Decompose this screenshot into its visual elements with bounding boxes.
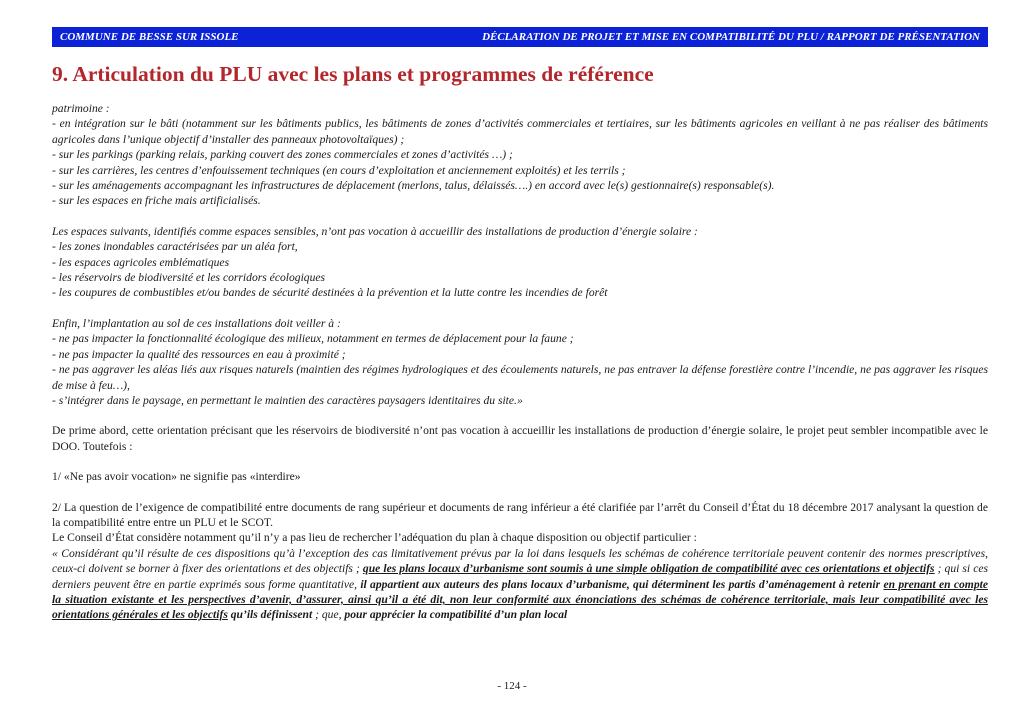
list-item: - les coupures de combustibles et/ou bandes de sécurité destinées à la prévention et la lutte contre les incendies de forêt	[52, 286, 608, 300]
body-paragraph: De prime abord, cette orientation précisant que les réservoirs de biodiversité n’ont pas vocation à accueillir les installations de production d’énergie solaire, le projet peut sembler incompatible avec le DOO. Toutefois :	[52, 424, 988, 453]
list-item: - sur les aménagements accompagnant les infrastructures de déplacement (merlons, talus, délaissés….) en accord avec le(s) gestionnaire(s) responsable(s).	[52, 179, 775, 193]
list-item: - les espaces agricoles emblématiques	[52, 255, 230, 269]
header-document-title: DÉCLARATION DE PROJET ET MISE EN COMPATIBILITÉ DU PLU / RAPPORT DE PRÉSENTATION	[482, 31, 980, 43]
list-item: - ne pas impacter la qualité des ressources en eau à proximité ;	[52, 347, 346, 361]
list-item: - sur les espaces en friche mais artificialisés.	[52, 194, 261, 208]
list-intro: Les espaces suivants, identifiés comme espaces sensibles, n’ont pas vocation à accueillir des installations de production d’énergie solaire :	[52, 224, 698, 238]
quote-bold: qu’ils définissent	[227, 608, 313, 622]
quote-text: ; qui si ces derniers peuvent être en partie exprimés sous forme quantitative,	[52, 562, 988, 591]
list-item: - ne pas aggraver les aléas liés aux risques naturels (maintien des régimes hydrologiques et des écoulements naturels, ne pas entraver la défense forestière contre l’incendie, ne pas aggraver les risques de mise à feu…),	[52, 363, 988, 392]
solar-locations-list	[52, 101, 988, 209]
quote-bold: il appartient aux auteurs des plans locaux d’urbanisme, qui déterminent les partis d’aménagement à retenir	[360, 577, 884, 591]
body-paragraph: 1/ «Ne pas avoir vocation» ne signifie pas «interdire»	[52, 470, 301, 484]
quote-emphasis: que les plans locaux d’urbanisme sont soumis à une simple obligation de compatibilité avec ces orientations et objectifs	[362, 562, 935, 576]
page-body	[52, 101, 988, 623]
list-item: - les zones inondables caractérisées par un aléa fort,	[52, 240, 298, 254]
header-bar	[52, 27, 988, 47]
quote-text: ; que,	[312, 608, 345, 622]
quote-bold: pour apprécier la compatibilité d’un plan local	[344, 608, 568, 622]
section-title: 9. Articulation du PLU avec les plans et programmes de référence	[52, 62, 654, 86]
list-intro: Enfin, l’implantation au sol de ces installations doit veiller à :	[52, 316, 341, 330]
page-number: - 124 -	[497, 680, 527, 692]
sensitive-areas-list	[52, 224, 988, 301]
header-commune: COMMUNE DE BESSE SUR ISSOLE	[60, 31, 239, 43]
council-quote	[52, 546, 988, 623]
list-item: - les réservoirs de biodiversité et les corridors écologiques	[52, 271, 326, 285]
quote-text: « Considérant qu’il résulte de ces dispositions qu’à l’exception des cas limitativement prévus par la loi dans lesquels les schémas de cohérence territoriale peuvent contenir des normes prescriptives, ceux-ci doivent se borner à fixer des orientations et des objectifs ;	[52, 546, 988, 576]
list-item: patrimoine :	[52, 102, 110, 115]
list-item: - ne pas impacter la fonctionnalité écologique des milieux, notamment en termes de déplacement pour la faune ;	[52, 332, 574, 346]
quote-emphasis: en prenant en compte la situation existante et les perspectives d’avenir, d’assurer, ainsi qu’il a été dit, non leur conformité aux énonciations des schémas de cohérence territoriale, mais leur compatibilité avec les orientations générales et les objectifs	[52, 577, 988, 622]
list-item: - sur les parkings (parking relais, parking couvert des zones commerciales et zones d’activités …) ;	[52, 148, 513, 162]
body-paragraph: Le Conseil d’État considère notamment qu’il n’y a pas lieu de rechercher l’adéquation du plan à chaque disposition ou objectif particulier :	[52, 531, 697, 545]
list-item: - en intégration sur le bâti (notamment sur les bâtiments publics, les bâtiments de zones d’activités commerciales et tertiaires, sur les bâtiments agricoles en veillant à ne pas réaliser des bâtiments agricoles dans l’unique objectif d’installer des panneaux photovoltaïques) ;	[52, 117, 988, 146]
list-item: - sur les carrières, les centres d’enfouissement techniques (en cours d’exploitation et anciennement exploités) et les terrils ;	[52, 163, 626, 177]
body-paragraph: 2/ La question de l’exigence de compatibilité entre documents de rang supérieur et documents de rang inférieur a été clarifiée par l’arrêt du Conseil d’État du 18 décembre 2017 analysant la question de la compatibilité entre entre un PLU et le SCOT.	[52, 500, 988, 529]
list-item: - s’intégrer dans le paysage, en permettant le maintien des caractères paysagers identitaires du site.»	[52, 393, 523, 407]
installation-requirements-list	[52, 316, 988, 408]
